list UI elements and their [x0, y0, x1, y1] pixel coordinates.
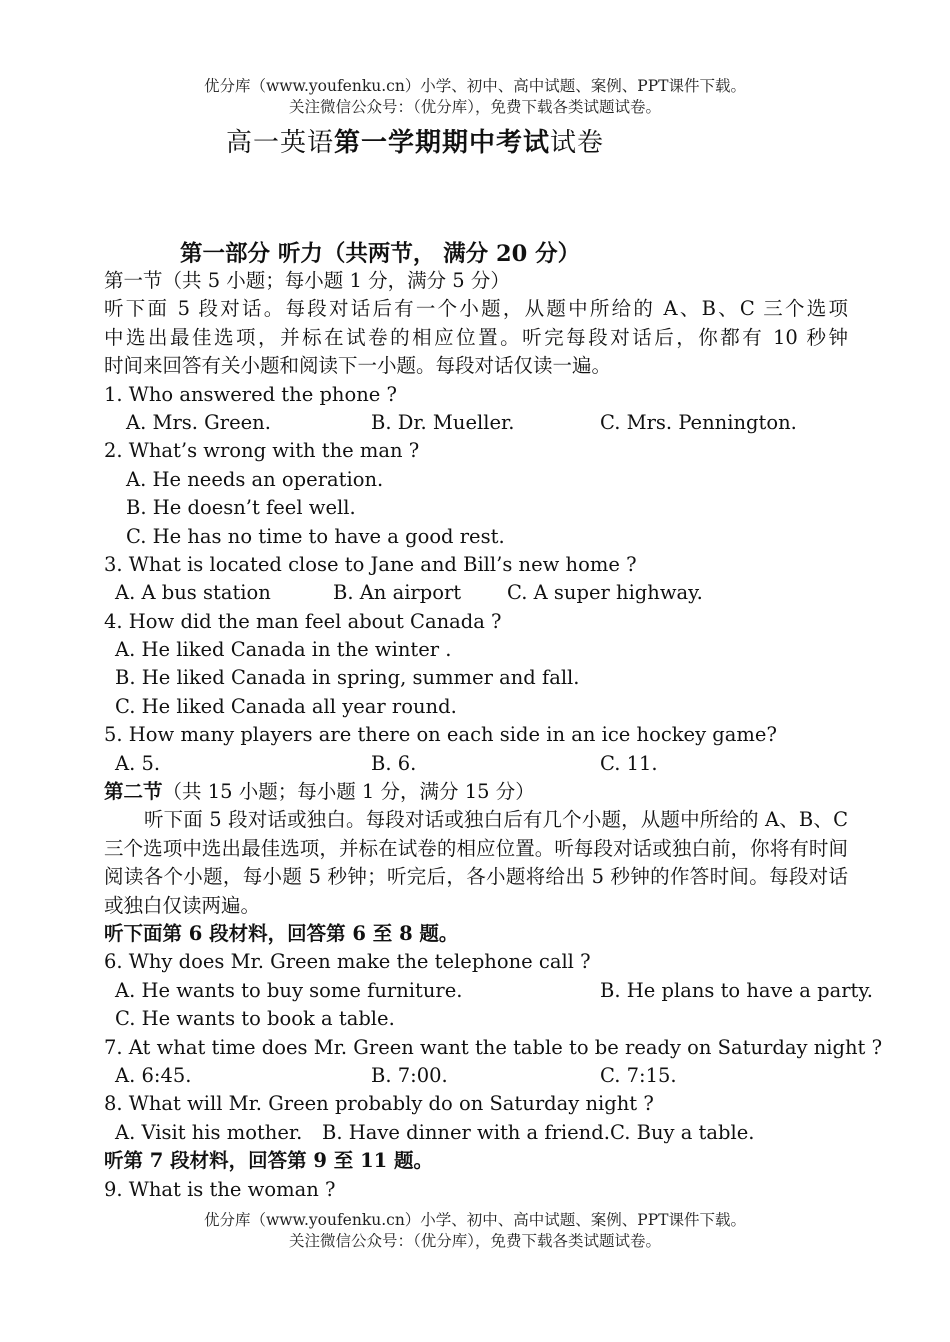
q4-option-c: C. He liked Canada all year round.: [115, 694, 457, 718]
question-6-options-row1: [104, 977, 874, 1005]
question-1: 1. Who answered the phone ?: [104, 382, 397, 406]
page-header: [0, 76, 950, 118]
section1-instruction-line-3: 时间来回答有关小题和阅读下一小题。每段对话仅读一遍。: [104, 354, 612, 378]
q2-option-c: C. He has no time to have a good rest.: [126, 524, 505, 548]
title-prefix: 高一英语: [226, 128, 335, 158]
q8-option-c: C. Buy a table.: [610, 1120, 755, 1144]
q4-option-b: B. He liked Canada in spring, summer and fall.: [115, 666, 580, 690]
header-line-1: 优分库（www.youfenku.cn）小学、初中、高中试题、案例、PPT课件下载。: [203, 77, 747, 95]
q2-option-a: A. He needs an operation.: [126, 467, 384, 491]
footer-line-1: 优分库（www.youfenku.cn）小学、初中、高中试题、案例、PPT课件下载。: [203, 1211, 747, 1229]
q3-option-a: A. A bus station: [115, 581, 271, 605]
q6-option-b: B. He plans to have a party.: [600, 978, 874, 1002]
q5-option-c: C. 11.: [600, 751, 658, 775]
q4-option-a: A. He liked Canada in the winter .: [115, 638, 452, 662]
section2-label-rest: （共 15 小题；每小题 1 分，满分 15 分）: [162, 780, 535, 804]
section1-label: 第一节（共 5 小题；每小题 1 分，满分 5 分）: [104, 269, 510, 292]
question-3: 3. What is located close to Jane and Bill’s new home ?: [104, 552, 637, 576]
question-1-options: [104, 409, 848, 437]
page-footer: [0, 1210, 950, 1252]
section1-instruction-line-2: 中选出最佳选项，并标在试卷的相应位置。听完每段对话后，你都有 10 秒钟: [104, 325, 848, 349]
question-8-options: [104, 1119, 848, 1147]
q3-option-c: C. A super highway.: [507, 581, 703, 605]
exam-title: [226, 122, 604, 159]
part1-heading: 第一部分 听力（共两节， 满分 20 分）: [180, 241, 581, 267]
question-5-options: [104, 750, 848, 778]
q2-option-b: B. He doesn’t feel well.: [126, 496, 356, 520]
section1-instruction-line-1: 听下面 5 段对话。每段对话后有一个小题，从题中所给的 A、B、C 三个选项: [104, 297, 848, 321]
section2-label: [104, 778, 848, 806]
section2-label-bold: 第二节: [104, 780, 163, 804]
q8-option-a: A. Visit his mother.: [115, 1120, 303, 1144]
q1-option-b: B. Dr. Mueller.: [371, 410, 515, 434]
material-6-heading: 听下面第 6 段材料，回答第 6 至 8 题。: [104, 922, 459, 946]
question-7-options: [104, 1062, 848, 1090]
exam-content: [104, 267, 883, 1204]
q6-option-a: A. He wants to buy some furniture.: [115, 978, 463, 1002]
footer-line-2: 关注微信公众号：（优分库），免费下载各类试题试卷。: [288, 1232, 661, 1250]
question-2: 2. What’s wrong with the man ?: [104, 439, 420, 463]
q8-option-b: B. Have dinner with a friend.: [322, 1120, 610, 1144]
question-6: 6. Why does Mr. Green make the telephone call ?: [104, 950, 591, 974]
q1-option-c: C. Mrs. Pennington.: [600, 410, 797, 434]
question-9: 9. What is the woman ?: [104, 1177, 336, 1201]
q5-option-b: B. 6.: [371, 751, 417, 775]
q7-option-a: A. 6:45.: [115, 1064, 192, 1087]
question-3-options: [104, 579, 848, 607]
section2-instruction: 听下面 5 段对话或独白。每段对话或独白后有几个小题，从题中所给的 A、B、C 三个选项中选出最佳选项，并标在试卷的相应位置。听每段对话或独白前，你将有时间阅读各个小题，每小题 5 秒钟；听完后，各小题将给出 5 秒钟的作答时间。每段对话或独白仅读两遍。: [104, 808, 848, 917]
q5-option-a: A. 5.: [115, 751, 161, 775]
header-line-2: 关注微信公众号：（优分库），免费下载各类试题试卷。: [288, 98, 661, 116]
question-4: 4. How did the man feel about Canada ?: [104, 609, 502, 633]
question-5: 5. How many players are there on each side in an ice hockey game?: [104, 723, 777, 747]
question-8: 8. What will Mr. Green probably do on Saturday night ?: [104, 1092, 654, 1116]
material-7-heading: 听第 7 段材料，回答第 9 至 11 题。: [104, 1149, 434, 1173]
question-7: 7. At what time does Mr. Green want the table to be ready on Saturday night ?: [104, 1035, 883, 1059]
q1-option-a: A. Mrs. Green.: [126, 410, 271, 434]
q3-option-b: B. An airport: [333, 581, 462, 605]
title-bold: 第一学期期中考试: [334, 128, 551, 158]
q6-option-c: C. He wants to book a table.: [115, 1007, 395, 1031]
title-suffix: 试卷: [550, 128, 605, 158]
q7-option-c: C. 7:15.: [600, 1064, 677, 1087]
q7-option-b: B. 7:00.: [371, 1064, 448, 1087]
